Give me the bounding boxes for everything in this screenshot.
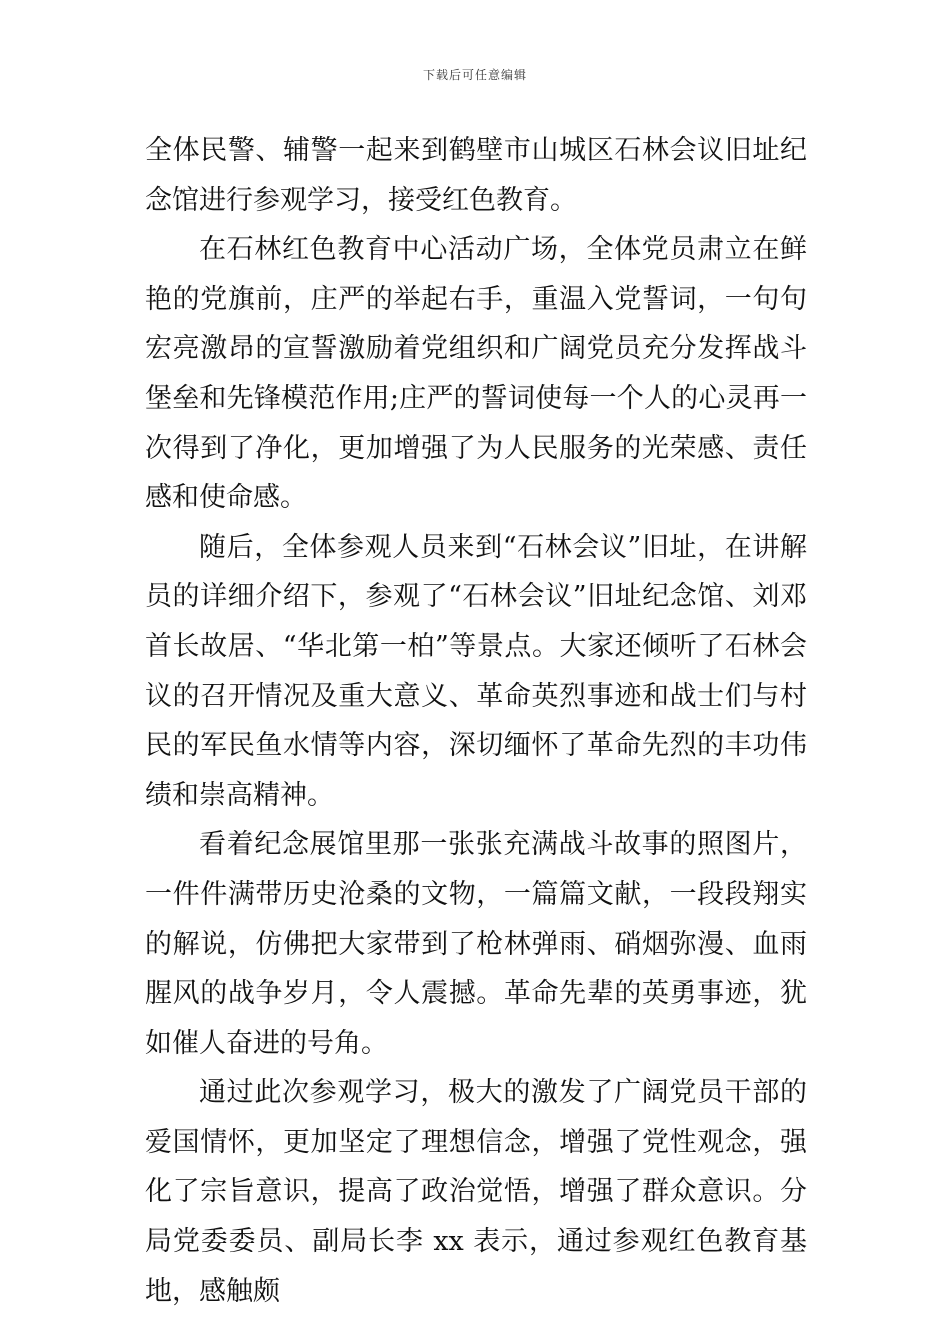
paragraph-1: 全体民警、辅警一起来到鹤壁市山城区石林会议旧址纪念馆进行参观学习，接受红色教育。	[145, 135, 807, 216]
page-header: 下载后可任意编辑	[422, 68, 527, 82]
paragraph-4: 看着纪念展馆里那一张张充满战斗故事的照图片，一件件满带历史沧桑的文物，一篇篇文献，一段段翔实的解说，仿佛把大家带到了枪林弹雨、硝烟弥漫、血雨腥风的战争岁月，令人震撼。革命先辈的英勇事迹，犹如催人奋进的号角。	[145, 829, 807, 1059]
paragraph-2: 在石林红色教育中心活动广场，全体党员肃立在鲜艳的党旗前，庄严的举起右手，重温入党誓词，一句句宏亮激昂的宣誓激励着党组织和广阔党员充分发挥战斗堡垒和先锋模范作用;庄严的誓词使每一个人的心灵再一次得到了净化，更加增强了为人民服务的光荣感、责任感和使命感。	[145, 234, 807, 514]
document-body	[145, 126, 807, 1316]
paragraph-5: 通过此次参观学习，极大的激发了广阔党员干部的爱国情怀，更加坚定了理想信念，增强了党性观念，强化了宗旨意识，提高了政治觉悟，增强了群众意识。分局党委委员、副局长李 xx 表示，通过参观红色教育基地，感触颇	[145, 1077, 807, 1307]
paragraph-3: 随后，全体参观人员来到“石林会议”旧址，在讲解员的详细介绍下，参观了“石林会议”旧址纪念馆、刘邓首长故居、“华北第一柏”等景点。大家还倾听了石林会议的召开情况及重大意义、革命英烈事迹和战士们与村民的军民鱼水情等内容，深切缅怀了革命先烈的丰功伟绩和崇高精神。	[145, 531, 807, 811]
